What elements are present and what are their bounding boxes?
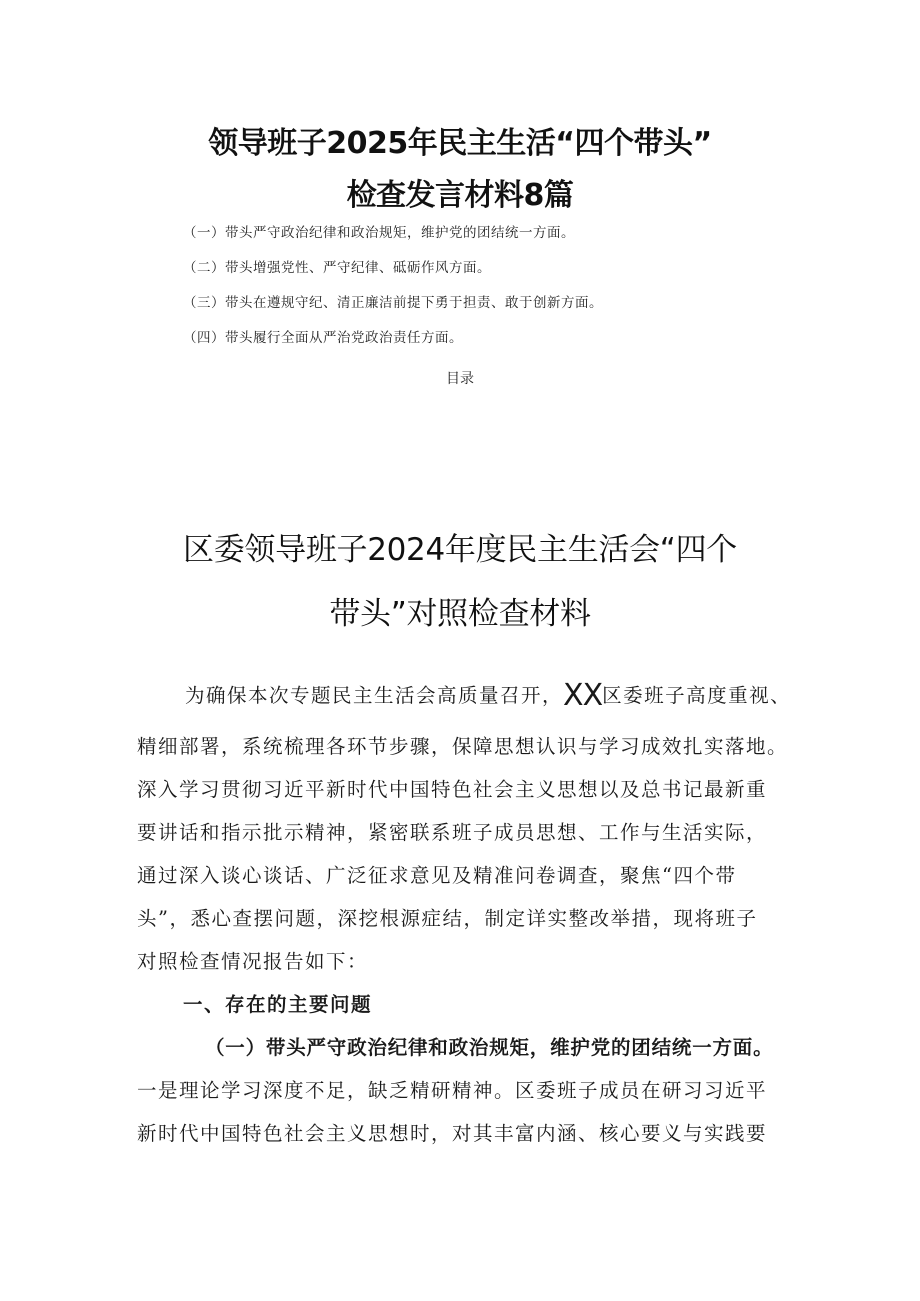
paragraph-line-4: 要讲话和指示批示精神，紧密联系班子成员思想、工作与生活实际， bbox=[137, 821, 768, 844]
section-title-line-1: 区委领导班子2024年度民主生活会“四个 bbox=[183, 532, 737, 568]
document-title-line-2: 检查发言材料8篇 bbox=[346, 178, 574, 213]
paragraph-line-7: 对照检查情况报告如下： bbox=[137, 950, 369, 973]
paragraph-line-1 bbox=[185, 680, 791, 711]
paragraph-line-3: 深入学习贯彻习近平新时代中国特色社会主义思想以及总书记最新重 bbox=[137, 778, 768, 801]
paragraph-line-9: 新时代中国特色社会主义思想时，对其丰富内涵、核心要义与实践要 bbox=[137, 1122, 768, 1145]
paragraph-line-1-post: 区委班子高度重视、 bbox=[602, 684, 792, 707]
toc-label: 目录 bbox=[446, 371, 474, 387]
heading-main-problems: 一、存在的主要问题 bbox=[183, 993, 373, 1016]
paragraph-line-8: 一是理论学习深度不足，缺乏精研精神。区委班子成员在研习习近平 bbox=[137, 1079, 768, 1102]
toc-item-4: （四）带头履行全面从严治党政治责任方面。 bbox=[183, 330, 463, 346]
document-title-line-1: 领导班子2025年民主生活“四个带头” bbox=[208, 126, 712, 161]
paragraph-line-6: 头”，悉心查摆问题，深挖根源症结，制定详实整改举措，现将班子 bbox=[137, 907, 758, 930]
toc-item-3: （三）带头在遵规守纪、清正廉洁前提下勇于担责、敢于创新方面。 bbox=[183, 295, 603, 311]
paragraph-line-1-pre: 为确保本次专题民主生活会高质量召开， bbox=[185, 684, 564, 707]
paragraph-line-2: 精细部署，系统梳理各环节步骤，保障思想认识与学习成效扎实落地。 bbox=[137, 735, 789, 758]
section-title-line-2: 带头”对照检查材料 bbox=[329, 596, 591, 632]
district-placeholder: XX bbox=[563, 678, 603, 713]
subheading-political-discipline: （一）带头严守政治纪律和政治规矩，维护党的团结统一方面。 bbox=[205, 1036, 774, 1059]
paragraph-line-5: 通过深入谈心谈话、广泛征求意见及精准问卷调查，聚焦“四个带 bbox=[137, 864, 737, 887]
toc-item-2: （二）带头增强党性、严守纪律、砥砺作风方面。 bbox=[183, 260, 491, 276]
toc-item-1: （一）带头严守政治纪律和政治规矩，维护党的团结统一方面。 bbox=[183, 225, 575, 241]
